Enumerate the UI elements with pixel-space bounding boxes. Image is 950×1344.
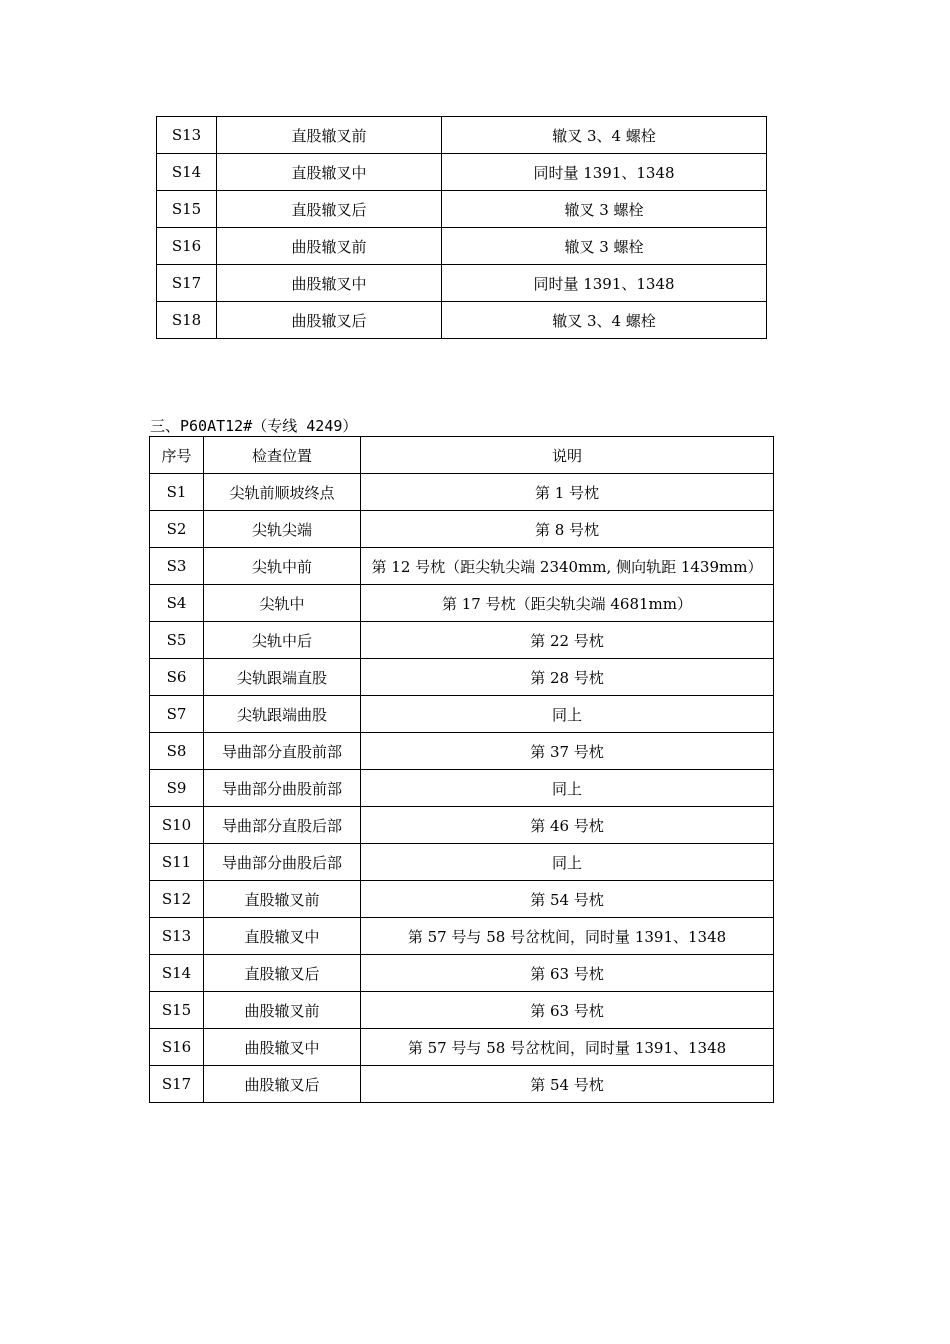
table-row: [150, 955, 774, 992]
cell-id: S6: [150, 659, 204, 696]
cell-position: 尖轨前顺坡终点: [204, 474, 361, 511]
table-row: [150, 844, 774, 881]
cell-id: S14: [157, 154, 217, 191]
table-row: [150, 659, 774, 696]
cell-id: S15: [157, 191, 217, 228]
cell-position: 直股辙叉中: [217, 154, 442, 191]
cell-position: 直股辙叉前: [204, 881, 361, 918]
cell-position: 尖轨跟端直股: [204, 659, 361, 696]
cell-note: 第 8 号枕: [361, 511, 774, 548]
table-row: [150, 474, 774, 511]
table-row: [150, 770, 774, 807]
cell-note: 同时量 1391、1348: [442, 265, 767, 302]
cell-position: 导曲部分直股后部: [204, 807, 361, 844]
cell-note: 辙叉 3 螺栓: [442, 191, 767, 228]
header-note: 说明: [361, 437, 774, 474]
cell-id: S11: [150, 844, 204, 881]
cell-position: 直股辙叉中: [204, 918, 361, 955]
cell-id: S15: [150, 992, 204, 1029]
cell-note: 同上: [361, 770, 774, 807]
table-row: [157, 154, 767, 191]
table-row: [150, 622, 774, 659]
cell-position: 曲股辙叉后: [204, 1066, 361, 1103]
cell-note: 第 63 号枕: [361, 992, 774, 1029]
cell-position: 曲股辙叉前: [204, 992, 361, 1029]
cell-note: 辙叉 3、4 螺栓: [442, 302, 767, 339]
cell-position: 导曲部分曲股后部: [204, 844, 361, 881]
cell-note: 第 57 号与 58 号岔枕间，同时量 1391、1348: [361, 1029, 774, 1066]
cell-id: S18: [157, 302, 217, 339]
cell-id: S10: [150, 807, 204, 844]
cell-note: 辙叉 3 螺栓: [442, 228, 767, 265]
table-row: [157, 265, 767, 302]
cell-id: S12: [150, 881, 204, 918]
cell-note: 第 63 号枕: [361, 955, 774, 992]
cell-note: 第 22 号枕: [361, 622, 774, 659]
cell-position: 曲股辙叉后: [217, 302, 442, 339]
cell-note: 同上: [361, 696, 774, 733]
cell-position: 曲股辙叉前: [217, 228, 442, 265]
cell-position: 尖轨中: [204, 585, 361, 622]
cell-note: 同时量 1391、1348: [442, 154, 767, 191]
table-body: [150, 474, 774, 1103]
table-row: [150, 548, 774, 585]
cell-note: 第 37 号枕: [361, 733, 774, 770]
cell-note: 第 57 号与 58 号岔枕间，同时量 1391、1348: [361, 918, 774, 955]
cell-id: S14: [150, 955, 204, 992]
cell-note: 第 12 号枕（距尖轨尖端 2340mm, 侧向轨距 1439mm）: [361, 548, 774, 585]
inspection-table-continued: [156, 116, 767, 339]
table-row: [150, 511, 774, 548]
cell-position: 尖轨尖端: [204, 511, 361, 548]
table-row: [157, 117, 767, 154]
cell-id: S17: [157, 265, 217, 302]
cell-id: S8: [150, 733, 204, 770]
cell-position: 直股辙叉前: [217, 117, 442, 154]
table-row: [150, 807, 774, 844]
table-row: [150, 733, 774, 770]
cell-id: S16: [150, 1029, 204, 1066]
cell-note: 第 17 号枕（距尖轨尖端 4681mm）: [361, 585, 774, 622]
cell-position: 导曲部分曲股前部: [204, 770, 361, 807]
table-body: [157, 117, 767, 339]
table-header: [150, 437, 774, 474]
cell-position: 导曲部分直股前部: [204, 733, 361, 770]
header-position: 检查位置: [204, 437, 361, 474]
table-row: [150, 1029, 774, 1066]
cell-id: S16: [157, 228, 217, 265]
cell-id: S2: [150, 511, 204, 548]
table-row: [150, 992, 774, 1029]
table-row: [157, 302, 767, 339]
cell-position: 曲股辙叉中: [217, 265, 442, 302]
header-id: 序号: [150, 437, 204, 474]
cell-note: 第 46 号枕: [361, 807, 774, 844]
cell-id: S13: [150, 918, 204, 955]
table-row: [157, 228, 767, 265]
cell-note: 第 28 号枕: [361, 659, 774, 696]
table-row: [157, 191, 767, 228]
cell-note: 同上: [361, 844, 774, 881]
table-row: [150, 1066, 774, 1103]
cell-id: S17: [150, 1066, 204, 1103]
cell-id: S13: [157, 117, 217, 154]
cell-position: 直股辙叉后: [204, 955, 361, 992]
inspection-table-p60at12: [149, 436, 774, 1103]
cell-position: 尖轨跟端曲股: [204, 696, 361, 733]
cell-position: 尖轨中前: [204, 548, 361, 585]
cell-id: S3: [150, 548, 204, 585]
table-row: [150, 881, 774, 918]
section-heading: 三、P60AT12#（专线 4249）: [150, 417, 358, 435]
cell-id: S7: [150, 696, 204, 733]
cell-id: S5: [150, 622, 204, 659]
cell-note: 第 54 号枕: [361, 1066, 774, 1103]
table-row: [150, 918, 774, 955]
table-row: [150, 696, 774, 733]
cell-position: 直股辙叉后: [217, 191, 442, 228]
cell-id: S9: [150, 770, 204, 807]
table-row: [150, 585, 774, 622]
cell-id: S4: [150, 585, 204, 622]
header-row: [150, 437, 774, 474]
cell-id: S1: [150, 474, 204, 511]
cell-position: 曲股辙叉中: [204, 1029, 361, 1066]
cell-note: 第 1 号枕: [361, 474, 774, 511]
cell-position: 尖轨中后: [204, 622, 361, 659]
cell-note: 第 54 号枕: [361, 881, 774, 918]
cell-note: 辙叉 3、4 螺栓: [442, 117, 767, 154]
